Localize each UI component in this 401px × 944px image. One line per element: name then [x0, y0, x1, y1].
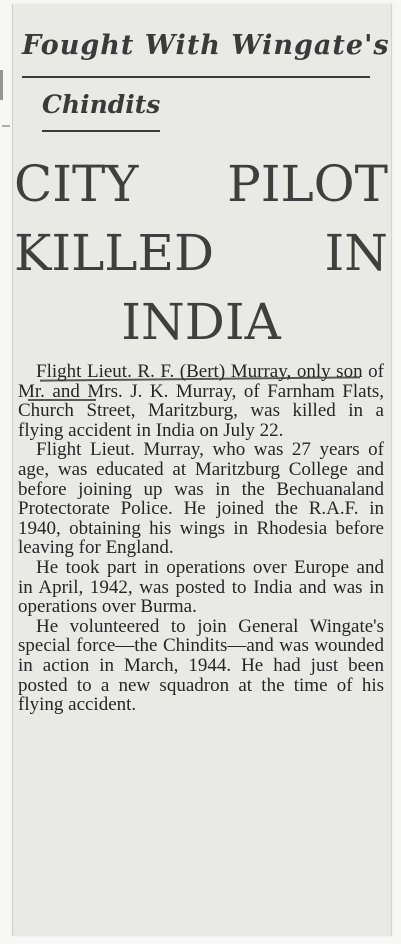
paragraph: Flight Lieut. R. F. (Bert) Murray, only son of Mr. and Mrs. J. K. Murray, of Farnham Flats, Church Street, Maritzburg, was killed in a flying accident in India on July 22. — [18, 361, 384, 441]
headline-line-2 — [14, 219, 388, 288]
paragraph: He volunteered to join General Wingate's special force—the Chindits—and was wounded in action in March, 1944. He had just been posted to a new squadron at the time of his flying accident. — [18, 615, 384, 716]
headline-word-killed: KILLED — [14, 224, 215, 282]
kicker-rule-1 — [22, 76, 370, 78]
paragraph: Flight Lieut. Murray, who was 27 years of age, was educated at Maritzburg College and before joining up was in the Bechuanaland Protectorate Police. He joined the R.A.F. in 1940, obtaining his wings in Rhodesia before leaving for England. — [18, 439, 384, 559]
headline-word-india: INDIA — [121, 293, 281, 351]
headline-line-1 — [14, 150, 388, 219]
paragraph: He took part in operations over Europe and in April, 1942, was posted to India and was in operations over Burma. — [18, 556, 384, 618]
kicker-rule-2 — [42, 130, 160, 132]
page-edge-mark-small — [2, 125, 10, 127]
headline-word-in: IN — [324, 224, 388, 282]
headline-line-3 — [14, 288, 388, 357]
article-body — [18, 362, 384, 715]
headline-word-pilot: PILOT — [227, 155, 388, 213]
headline-word-city: CITY — [14, 155, 139, 213]
kicker-line-2: Chindits — [42, 90, 161, 119]
headline — [14, 150, 388, 357]
page-edge-mark — [0, 70, 9, 100]
kicker — [22, 30, 390, 119]
kicker-line-1: Fought With Wingate's — [22, 30, 390, 61]
